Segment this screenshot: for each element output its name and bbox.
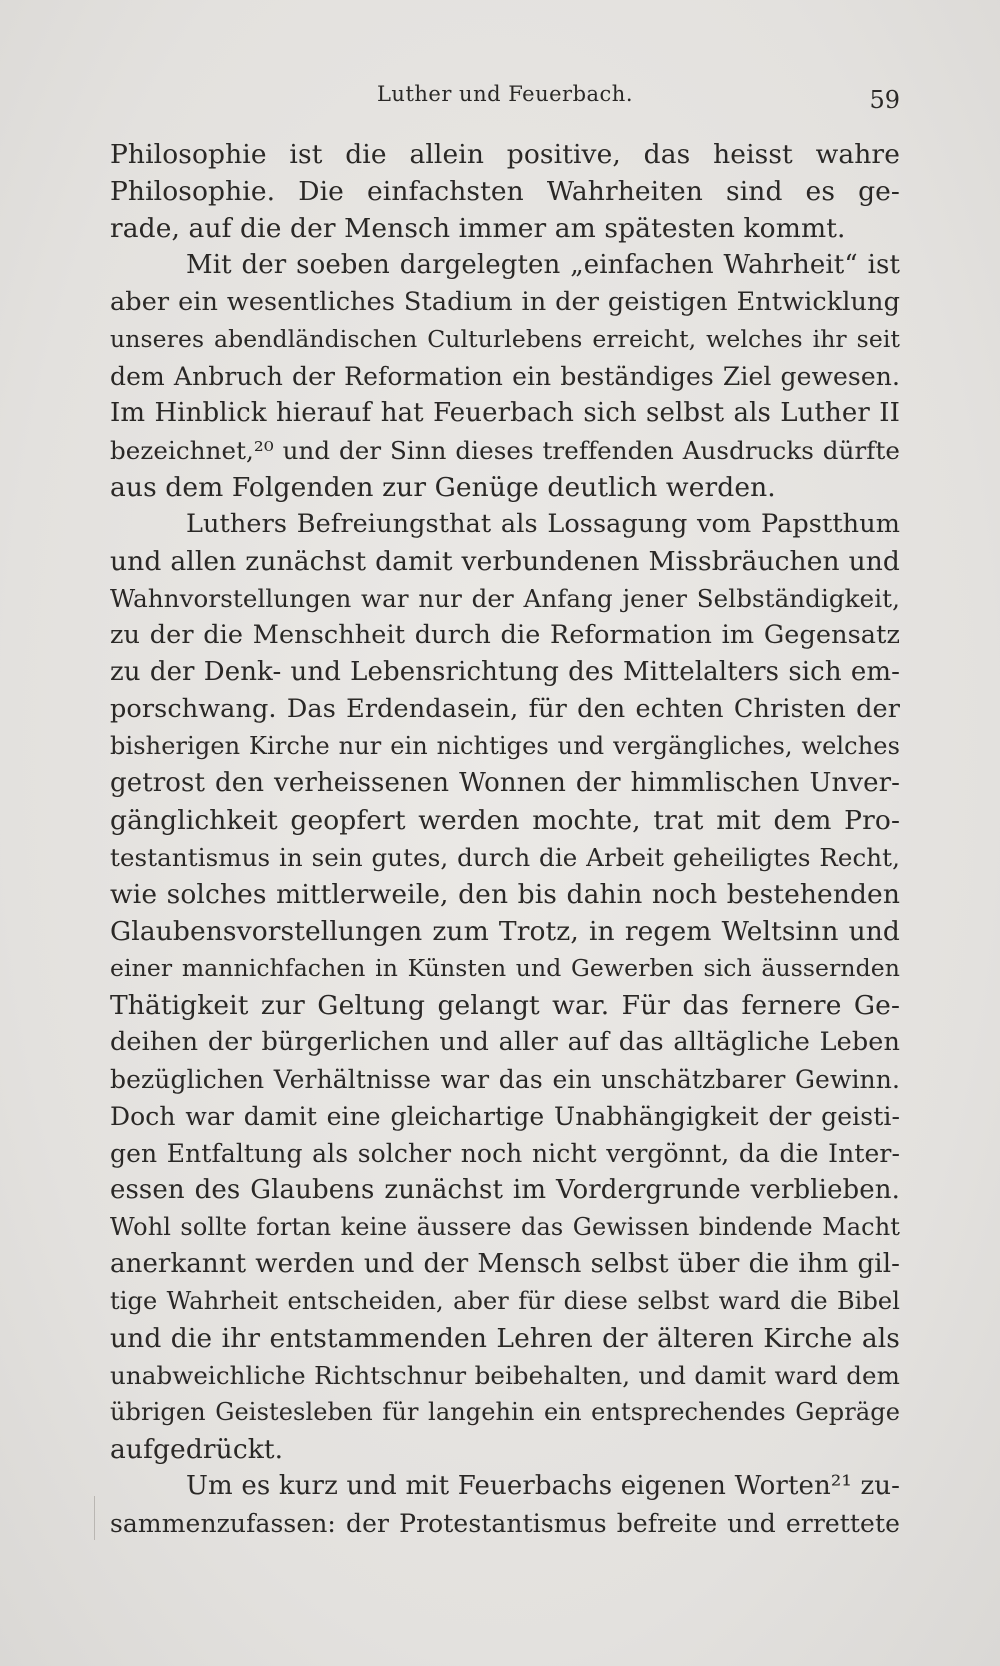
text-line: unseres abendländischen Culturlebens erreicht, welches ihr seit <box>110 325 900 353</box>
body-text <box>110 136 900 1542</box>
margin-mark <box>94 1496 95 1540</box>
text-line: und die ihr entstammenden Lehren der älteren Kirche als <box>110 1323 900 1354</box>
text-line: Wahnvorstellungen war nur der Anfang jener Selbständigkeit, <box>110 584 900 613</box>
text-line: Glaubensvorstellungen zum Trotz, in regem Weltsinn und <box>110 916 900 947</box>
text-line: Doch war damit eine gleichartige Unabhängigkeit der geisti- <box>110 1102 900 1131</box>
text-line: anerkannt werden und der Mensch selbst über die ihm gil- <box>110 1249 900 1279</box>
text-line: aber ein wesentliches Stadium in der geistigen Entwicklung <box>110 287 900 317</box>
text-line: testantismus in sein gutes, durch die Arbeit geheiligtes Recht, <box>110 843 900 872</box>
text-line: deihen der bürgerlichen und aller auf das alltägliche Leben <box>110 1027 900 1057</box>
text-line: unabweichliche Richtschnur beibehalten, und damit ward dem <box>110 1361 900 1390</box>
text-line: rade, auf die der Mensch immer am spätesten kommt. <box>110 213 846 244</box>
text-line: essen des Glaubens zunächst im Vordergrunde verblieben. <box>110 1175 900 1205</box>
text-line: Wohl sollte fortan keine äussere das Gewissen bindende Macht <box>110 1213 900 1241</box>
text-line: wie solches mittlerweile, den bis dahin noch bestehenden <box>110 879 900 910</box>
text-line: aus dem Folgenden zur Genüge deutlich werden. <box>110 472 776 503</box>
text-line: porschwang. Das Erdendasein, für den echten Christen der <box>110 694 900 724</box>
text-line: sammenzufassen: der Protestantismus befreite und errettete <box>110 1509 900 1538</box>
text-line: Philosophie. Die einfachsten Wahrheiten sind es ge- <box>110 176 900 207</box>
text-line: zu der die Menschheit durch die Reformation im Gegensatz <box>110 620 900 650</box>
text-line: übrigen Geistesleben für langehin ein entsprechendes Gepräge <box>110 1398 900 1426</box>
running-title: Luther und Feuerbach. <box>376 82 633 106</box>
paragraph-start-line: Mit der soeben dargelegten „einfachen Wahrheit“ ist <box>186 250 900 280</box>
running-head <box>110 78 900 118</box>
text-line: gänglichkeit geopfert werden mochte, trat mit dem Pro- <box>110 805 900 836</box>
text-line: aufgedrückt. <box>110 1434 284 1465</box>
text-line: bezeichnet,²⁰ und der Sinn dieses treffenden Ausdrucks dürfte <box>110 436 900 465</box>
text-line: Thätigkeit zur Geltung gelangt war. Für das fernere Ge- <box>110 990 900 1021</box>
text-line: und allen zunächst damit verbundenen Missbräuchen und <box>110 546 900 577</box>
text-line: dem Anbruch der Reformation ein beständiges Ziel gewesen. <box>110 362 900 391</box>
text-line: Im Hinblick hierauf hat Feuerbach sich selbst als Luther II <box>110 398 900 428</box>
paragraph-start-line: Luthers Befreiungsthat als Lossagung vom Papstthum <box>186 509 900 539</box>
text-line: einer mannichfachen in Künsten und Gewerben sich äussernden <box>110 954 900 982</box>
text-line: tige Wahrheit entscheiden, aber für diese selbst ward die Bibel <box>110 1287 900 1315</box>
text-line: getrost den verheissenen Wonnen der himmlischen Unver- <box>110 768 900 798</box>
text-line: bisherigen Kirche nur ein nichtiges und vergängliches, welches <box>110 732 900 760</box>
text-line: Philosophie ist die allein positive, das heisst wahre <box>110 139 900 170</box>
text-line: gen Entfaltung als solcher noch nicht vergönnt, da die Inter- <box>110 1139 900 1168</box>
page-number: 59 <box>869 86 900 114</box>
paragraph-start-line: Um es kurz und mit Feuerbachs eigenen Worten²¹ zu- <box>186 1471 900 1501</box>
text-line: bezüglichen Verhältnisse war das ein unschätzbarer Gewinn. <box>110 1065 900 1094</box>
text-line: zu der Denk- und Lebensrichtung des Mittelalters sich em- <box>110 657 900 687</box>
